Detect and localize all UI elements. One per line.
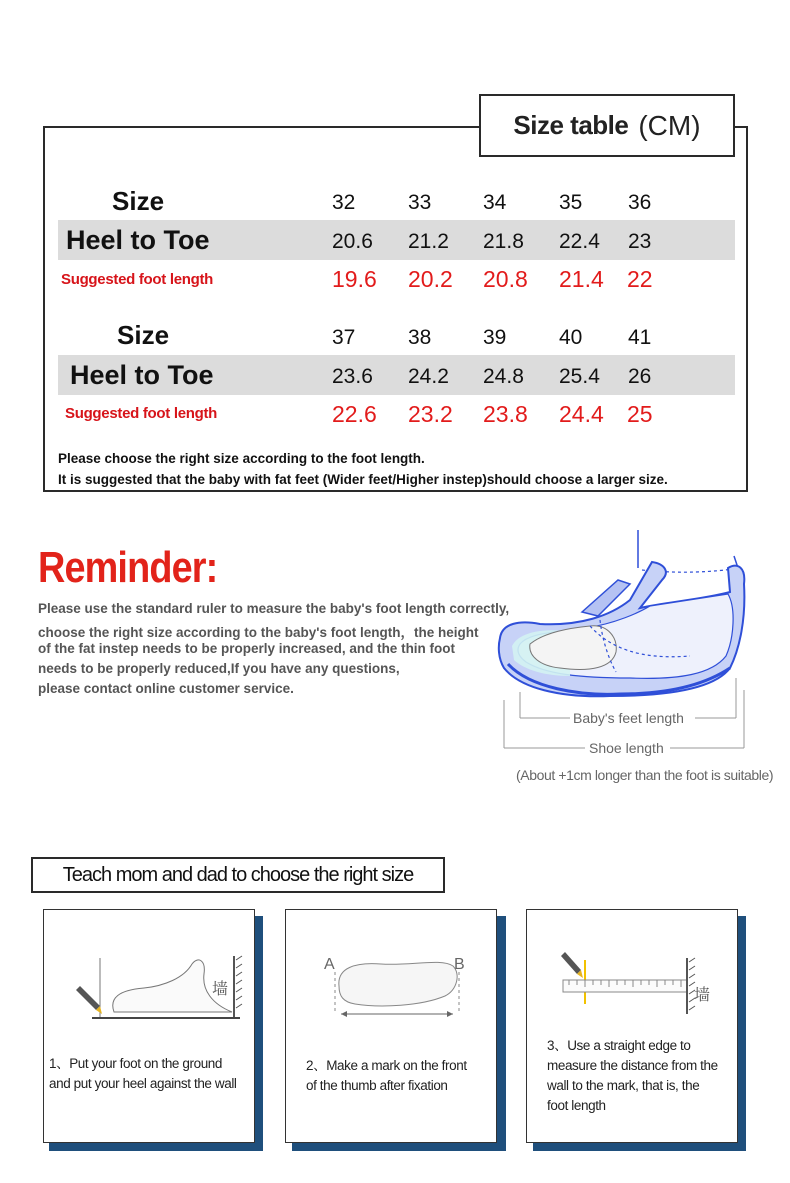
- baby-feet-length-label: Baby's feet length: [573, 710, 684, 726]
- step-text: measure the distance from the: [547, 1058, 718, 1073]
- heel-cell: 24.8: [483, 365, 524, 388]
- suggested-cell: 23.8: [483, 401, 528, 427]
- reminder-title: Reminder:: [38, 543, 218, 592]
- teach-title: Teach mom and dad to choose the right size: [31, 857, 445, 893]
- fit-caption: (About +1cm longer than the foot is suitable): [516, 767, 774, 783]
- suggested-cell: 22.6: [332, 401, 377, 427]
- heel-cell: 23: [628, 230, 652, 253]
- size-label: Size: [117, 320, 170, 350]
- reminder-text-line: Please use the standard ruler to measure the baby's foot length correctly,: [38, 601, 510, 616]
- reminder-text-line: of the fat instep needs to be properly increased, and the thin foot: [38, 641, 456, 656]
- suggested-cell: 20.2: [408, 266, 453, 292]
- heel-cell: 23.6: [332, 365, 373, 388]
- heel-cell: 26: [628, 365, 652, 388]
- size-cell: 38: [408, 326, 432, 349]
- suggested-cell: 21.4: [559, 266, 604, 292]
- reminder-text-line: please contact online customer service.: [38, 681, 294, 696]
- size-label: Size: [112, 186, 165, 216]
- size-cell: 40: [559, 326, 583, 349]
- reminder-text-line: needs to be properly reduced,If you have any questions,: [38, 661, 400, 676]
- heel-cell: 25.4: [559, 365, 600, 388]
- foot-outline-mark-illustration: [321, 950, 471, 1025]
- suggested-cell: 25: [627, 401, 653, 427]
- size-cell: 41: [628, 326, 652, 349]
- heel-cell: 20.6: [332, 230, 373, 253]
- size-cell: 32: [332, 191, 356, 214]
- shoe-length-label: Shoe length: [589, 740, 664, 756]
- step-card-1: [43, 909, 255, 1143]
- step-card-3: [526, 909, 738, 1143]
- suggested-cell: 23.2: [408, 401, 453, 427]
- size-note: Please choose the right size according to the foot length.: [58, 451, 425, 466]
- heel-cell: 22.4: [559, 230, 600, 253]
- size-cell: 39: [483, 326, 507, 349]
- size-cell: 37: [332, 326, 356, 349]
- size-table: [43, 126, 748, 492]
- point-a-label: A: [324, 956, 335, 973]
- size-table-unit: (CM): [638, 109, 701, 141]
- size-table-title-box: [479, 94, 735, 157]
- wall-label: 墙: [212, 979, 229, 998]
- suggested-foot-length-label: Suggested foot length: [61, 271, 214, 288]
- heel-cell: 21.2: [408, 230, 449, 253]
- step-text: of the thumb after fixation: [306, 1078, 448, 1093]
- size-note: It is suggested that the baby with fat feet (Wider feet/Higher instep)should choose a larger size.: [58, 472, 668, 487]
- heel-cell: 21.8: [483, 230, 524, 253]
- size-cell: 33: [408, 191, 432, 214]
- size-cell: 36: [628, 191, 652, 214]
- size-cell: 35: [559, 191, 583, 214]
- step-text: wall to the mark, that is, the: [547, 1078, 700, 1093]
- suggested-foot-length-label: Suggested foot length: [65, 405, 218, 422]
- heel-cell: 24.2: [408, 365, 449, 388]
- suggested-cell: 20.8: [483, 266, 528, 292]
- wall-label: 墙: [694, 985, 711, 1004]
- size-cell: 34: [483, 191, 507, 214]
- suggested-cell: 24.4: [559, 401, 604, 427]
- step-text: 2、Make a mark on the front: [306, 1058, 467, 1073]
- suggested-cell: 19.6: [332, 266, 377, 292]
- reminder-text-line: choose the right size according to the baby's foot length，the height: [38, 625, 479, 640]
- step-text: foot length: [547, 1098, 606, 1113]
- step-text: 1、Put your foot on the ground: [49, 1056, 223, 1071]
- step-card-2: [285, 909, 497, 1143]
- size-table-title: Size table: [513, 110, 629, 140]
- heel-to-toe-label: Heel to Toe: [66, 225, 210, 255]
- point-b-label: B: [454, 956, 465, 973]
- heel-to-toe-label: Heel to Toe: [70, 360, 214, 390]
- suggested-cell: 22: [627, 266, 653, 292]
- step-text: 3、Use a straight edge to: [547, 1038, 691, 1053]
- step-text: and put your heel against the wall: [49, 1076, 237, 1091]
